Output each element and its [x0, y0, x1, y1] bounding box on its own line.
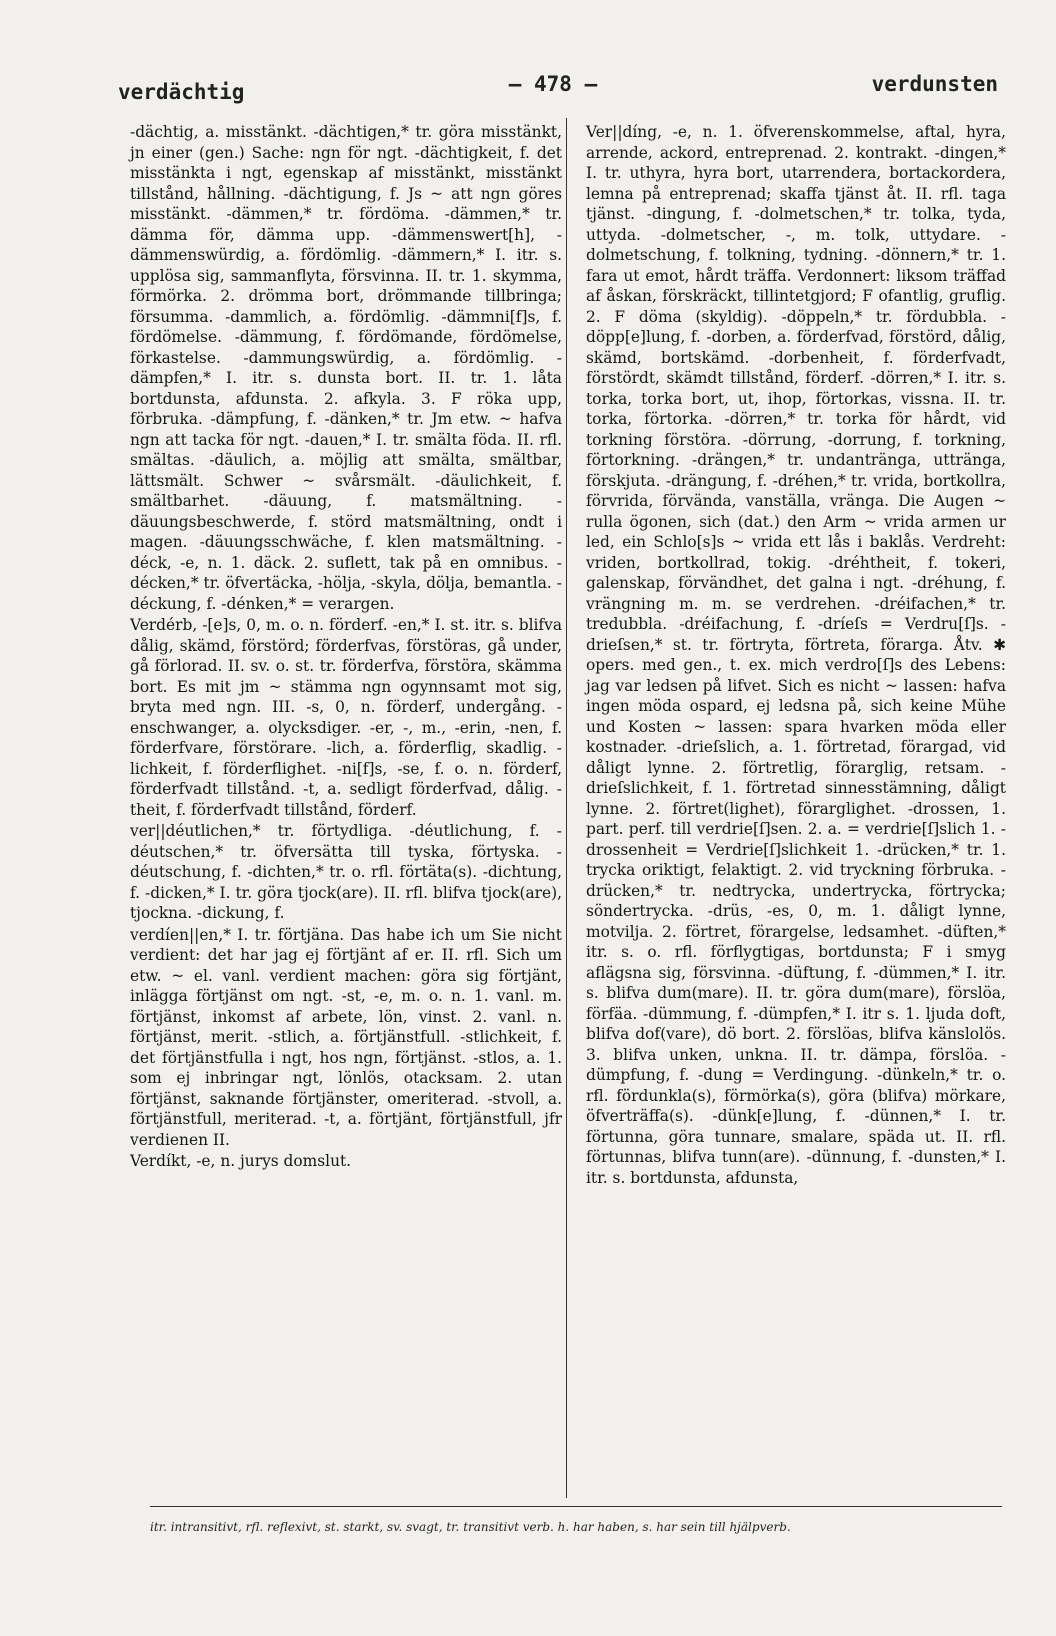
entry-verdeutlichen: ver||déutlichen,* tr. förtydliga. -déutlichung, f. -déutschen,* tr. öfversätta till tyska, förtyska. -déutschung, f. -dichten,* tr. o. rfl. förtäta(s). -dichtung, f. -dicken,* I. tr. göra tjock(are). II. rfl. blifva tjock(are), tjockna. -dickung, f.	[130, 822, 562, 922]
page-number: — 478 —	[508, 72, 598, 96]
right-column	[586, 122, 1006, 1189]
footer-rule	[150, 1506, 1002, 1507]
right-running-head: verdunsten	[871, 72, 998, 96]
entry-verdikt: Verdíkt, -e, n. jurys domslut.	[130, 1152, 352, 1170]
entry-verderb: Verdérb, -[e]s, 0, m. o. n. förderf. -en,* I. st. itr. s. blifva dålig, skämd, förstörd; förderfvas, förstöras, gå under, gå förlorad. II. sv. o. st. tr. förderfva, förstöra, skämma bort. Es mit jm ~ stämma ngn ogynnsamt mot sig, bryta med ngn. III. -s, 0, n. förderf, undergång. -enschwanger, a. olycksdiger. -er, -, m., -erin, -nen, f. förderfvare, förstörare. -lich, a. förderflig, skadlig. -lichkeit, f. förderflighet. -ni[f]s, -se, f. o. n. förderf, förderfvadt tillstånd. -t, a. sedligt förderfvad, dålig. -theit, f. förderfvadt tillstånd, förderf.	[130, 616, 562, 819]
column-divider	[566, 118, 567, 1498]
entry-verding: Ver||díng, -e, n. 1. öfverenskommelse, aftal, hyra, arrende, ackord, entreprenad. 2. kontrakt. -dingen,* I. tr. uthyra, hyra bort, utarrendera, bortackordera, lemna på entreprenad; skaffa tjänst åt. II. rfl. taga tjänst. -dingung, f. -dolmetschen,* tr. tolka, tyda, uttyda. -dolmetscher, -, m. tolk, uttydare. -dolmetschung, f. tolkning, tydning. -dönnern,* tr. 1. fara ut emot, hårdt träffa. Verdonnert: liksom träffad af åskan, förskräckt, tillintetgjord; F ofantlig, gruflig. 2. F döma (skyldig). -döppeln,* tr. fördubbla. -döpp[e]lung, f. -dorben, a. förderfvad, förstörd, dålig, skämd, bortskämd. -dorbenheit, f. förderfvadt, förstördt, skämdt tillstånd, förderf. -dörren,* I. itr. s. torka, torka bort, ut, ihop, förtorkas, vissna. II. tr. torka, förtorka. -dörren,* tr. torka för hårdt, vid torkning förstöra. -dörrung, -dorrung, f. torkning, förtorkning. -drängen,* tr. undantränga, uttränga, förskjuta. -drängung, f. -dréhen,* tr. vrida, bortkollra, förvrida, förvända, vanställa, vränga. Die Augen ~ rulla ögonen, sich (dat.) den Arm ~ vrida armen ur led, ein Schlo[s]s ~ vrida ett lås i baklås. Verdreht: vriden, bortkollrad, tokig. -dréhtheit, f. tokeri, galenskap, förvändhet, det galna i ngt. -dréhung, f. vrängning m. m. se verdrehen. -dréifachen,* tr. tredubbla. -dréifachung, f. -dríeſs = Verdru[ſ]s. -drieſsen,* st. tr. förtryta, förtreta, förarga. Åtv. ✱ opers. med gen., t. ex. mich verdro[ſ]s des Lebens: jag var ledsen på lifvet. Sich es nicht ~ lassen: hafva ingen möda ospard, ej ledsna på, sich keine Mühe und Kosten ~ lassen: spara hvarken möda eller kostnader. -drieſslich, a. 1. förtretad, förargad, vid dåligt lynne. 2. förtretlig, förarglig, retsam. -drieſslichkeit, f. 1. förtretad sinnesstämning, dåligt lynne. 2. förtret(lighet), förarglighet. -drossen, 1. part. perf. till verdrie[ſ]sen. 2. a. = verdrie[ſ]slich 1. -drossenheit = Verdrie[ſ]slichkeit 1. -drücken,* tr. 1. trycka oriktigt, felaktigt. 2. vid tryckning förbruka. -drücken,* tr. nedtrycka, undertrycka, förtrycka; söndertrycka. -drüs, -es, 0, m. 1. dåligt lynne, motvilja. 2. förtret, förargelse, ledsamhet. -düften,* itr. s. o. rfl. förflygtigas, bortdunsta; F i smyg aflägsna sig, försvinna. -düftung, f. -dümmen,* I. itr. s. blifva dum(mare). II. tr. göra dum(mare), förslöa, förfäa. -dümmung, f. -dümpfen,* I. itr s. 1. ljuda doft, blifva dof(vare), dö bort. 2. förslöas, blifva känslolös. 3. blifva unken, unkna. II. tr. dämpa, förslöa. -dümpfung, f. -dung = Verdingung. -dünkeln,* tr. o. rfl. fördunkla(s), förmörka(s), göra (blifva) mörkare, öfverträffa(s). -dünk[e]lung, f. -dünnen,* I. tr. förtunna, göra tunnare, smalare, späda ut. II. rfl. förtunnas, blifva tunn(are). -dünnung, f. -dunsten,* I. itr. s. bortdunsta, afdunsta,	[586, 123, 1006, 1187]
left-running-head: verdächtig	[118, 80, 245, 104]
abbreviation-footer: itr. intransitivt, rfl. reflexivt, st. starkt, sv. svagt, tr. transitivt verb. h. har haben, s. har sein till hjälpverb.	[150, 1520, 791, 1534]
page-header	[118, 72, 998, 112]
left-column	[130, 122, 562, 1173]
entry-verdachtig: -dächtig, a. misstänkt. -dächtigen,* tr. göra misstänkt, jn einer (gen.) Sache: ngn för ngt. -dächtigkeit, f. det misstänkta i ngt, egenskap af misstänkt, misstänkt tillstånd, hållning. -dächtigung, f. Js ~ att ngn göres misstänkt. -dämmen,* tr. fördöma. -dämmen,* tr. dämma för, dämma upp. -dämmenswert[h], -dämmenswürdig, a. fördömlig. -dämmern,* I. itr. s. upplösa sig, sammanflyta, försvinna. II. tr. 1. skymma, förmörka. 2. drömma bort, drömmande tillbringa; försumma. -dammlich, a. fördömlig. -dämmni[f]s, f. fördömelse. -dämmung, f. fördömande, fördömelse, förkastelse. -dammungswürdig, a. fördömlig. -dämpfen,* I. itr. s. dunsta bort. II. tr. 1. låta bortdunsta, afdunsta. 2. afkyla. 3. F röka upp, förbruka. -dämpfung, f. -dänken,* tr. Jm etw. ~ hafva ngn att tacka för ngt. -dauen,* I. tr. smälta föda. II. rfl. smältas. -däulich, a. möjlig att smälta, smältbar, lättsmält. Schwer ~ svårsmält. -däulichkeit, f. smältbarhet. -däuung, f. matsmältning. -däuungsbeschwerde, f. störd matsmältning, ondt i magen. -däuungsschwäche, f. klen matsmältning. -déck, -e, n. 1. däck. 2. suflett, tak på en omnibus. -décken,* tr. öfvertäcka, -hölja, -skyla, dölja, bemantla. -déckung, f. -dénken,* = verargen.	[130, 123, 562, 613]
entry-verdienen: verdíen||en,* I. tr. förtjäna. Das habe ich um Sie nicht verdient: det har jag ej förtjänt af er. II. rfl. Sich um etw. ~ el. vanl. verdient machen: göra sig förtjänt, inlägga förtjänst om ngt. -st, -e, m. o. n. 1. vanl. m. förtjänst, inkomst af arbete, lön, vinst. 2. vanl. n. förtjänst, merit. -stlich, a. förtjänstfull. -stlichkeit, f. det förtjänstfulla i ngt, hos ngn, förtjänst. -stlos, a. 1. som ej inbringar ngt, lönlös, otacksam. 2. utan förtjänst, saknande förtjänster, omeriterad. -stvoll, a. förtjänstfull, meriterad. -t, a. förtjänt, förtjänstfull, jfr verdienen II.	[130, 925, 562, 1149]
